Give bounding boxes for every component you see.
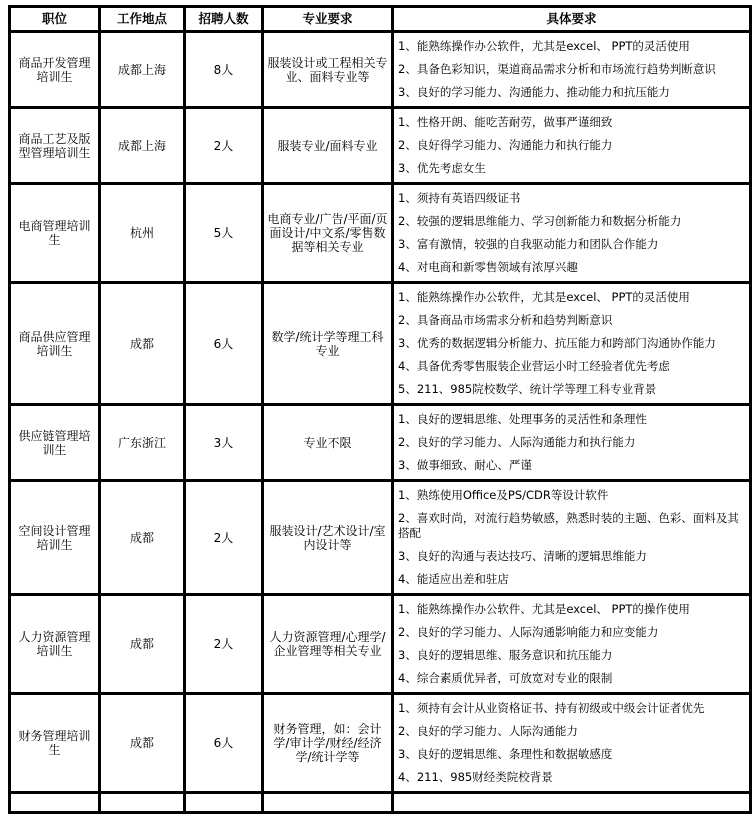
- position-cell: 财务管理培训生: [10, 694, 100, 793]
- major-cell: 财务管理，如：会计学/审计学/财经/经济学/统计学等: [263, 694, 393, 793]
- location-cell: 广东浙江: [100, 405, 185, 481]
- table-row: [10, 481, 751, 595]
- requirement-item: 4、具备优秀零售服装企业营运小时工经验者优先考虑: [398, 359, 670, 373]
- requirement-item: 5、211、985院校数学、统计学等理工科专业背景: [398, 382, 657, 396]
- position-cell: 供应链管理培训生: [10, 405, 100, 481]
- requirements-cell: [393, 595, 751, 694]
- requirement-item: 1、能熟练操作办公软件、尤其是excel、 PPT的操作使用: [398, 602, 690, 616]
- table-row: [10, 184, 751, 283]
- header-position: 职位: [10, 7, 100, 32]
- requirement-item: 4、对电商和新零售领域有浓厚兴趣: [398, 260, 578, 274]
- requirement-item: 3、做事细致、耐心、严谨: [398, 458, 532, 472]
- requirement-item: 1、须持有英语四级证书: [398, 191, 521, 205]
- count-cell: 6人: [185, 283, 263, 405]
- count-cell: 2人: [185, 108, 263, 184]
- header-count: 招聘人数: [185, 7, 263, 32]
- position-cell: 电商管理培训生: [10, 184, 100, 283]
- requirement-item: 3、良好的学习能力、沟通能力、推动能力和抗压能力: [398, 85, 670, 99]
- empty-cell: [185, 793, 263, 813]
- requirements-cell: [393, 283, 751, 405]
- table-row: [10, 595, 751, 694]
- location-cell: 杭州: [100, 184, 185, 283]
- location-cell: 成都上海: [100, 108, 185, 184]
- requirement-item: 3、良好的逻辑思维、条理性和数据敏感度: [398, 747, 613, 761]
- location-cell: 成都: [100, 283, 185, 405]
- major-cell: 服装设计或工程相关专业、面料专业等: [263, 32, 393, 108]
- requirement-item: 1、熟练使用Office及PS/CDR等设计软件: [398, 488, 609, 502]
- table-row: [10, 283, 751, 405]
- position-cell: 商品工艺及版型管理培训生: [10, 108, 100, 184]
- requirement-item: 2、良好的学习能力、人际沟通能力和执行能力: [398, 435, 636, 449]
- requirements-cell: [393, 481, 751, 595]
- count-cell: 6人: [185, 694, 263, 793]
- location-cell: 成都: [100, 481, 185, 595]
- table-row: [10, 108, 751, 184]
- requirement-item: 2、良好的学习能力、人际沟通影响能力和应变能力: [398, 625, 659, 639]
- requirement-item: 4、能适应出差和驻店: [398, 572, 509, 586]
- major-cell: 服装专业/面料专业: [263, 108, 393, 184]
- requirements-cell: [393, 32, 751, 108]
- empty-cell: [263, 793, 393, 813]
- requirement-item: 2、良好的学习能力、人际沟通能力: [398, 724, 578, 738]
- requirement-item: 2、具备商品市场需求分析和趋势判断意识: [398, 313, 613, 327]
- table-row: [10, 32, 751, 108]
- recruitment-table: [8, 5, 752, 814]
- table-row-partial: [10, 793, 751, 813]
- requirement-item: 1、能熟练操作办公软件，尤其是excel、 PPT的灵活使用: [398, 290, 690, 304]
- empty-cell: [10, 793, 100, 813]
- requirement-item: 4、211、985财经类院校背景: [398, 770, 553, 784]
- count-cell: 5人: [185, 184, 263, 283]
- empty-cell: [393, 793, 751, 813]
- major-cell: 电商专业/广告/平面/页面设计/中文系/零售数据等相关专业: [263, 184, 393, 283]
- major-cell: 人力资源管理/心理学/企业管理等相关专业: [263, 595, 393, 694]
- requirement-item: 3、富有激情，较强的自我驱动能力和团队合作能力: [398, 237, 659, 251]
- requirement-item: 4、综合素质优异者，可放宽对专业的限制: [398, 671, 613, 685]
- requirement-item: 1、性格开朗、能吃苦耐劳，做事严谨细致: [398, 115, 613, 129]
- major-cell: 服装设计/艺术设计/室内设计等: [263, 481, 393, 595]
- major-cell: 专业不限: [263, 405, 393, 481]
- requirements-cell: [393, 405, 751, 481]
- requirements-cell: [393, 694, 751, 793]
- requirement-item: 1、能熟练操作办公软件，尤其是excel、 PPT的灵活使用: [398, 39, 690, 53]
- requirement-item: 3、优秀的数据逻辑分析能力、抗压能力和跨部门沟通协作能力: [398, 336, 716, 350]
- header-major: 专业要求: [263, 7, 393, 32]
- location-cell: 成都上海: [100, 32, 185, 108]
- location-cell: 成都: [100, 694, 185, 793]
- table-row: [10, 694, 751, 793]
- requirement-item: 2、较强的逻辑思维能力、学习创新能力和数据分析能力: [398, 214, 682, 228]
- count-cell: 8人: [185, 32, 263, 108]
- header-requirements: 具体要求: [393, 7, 751, 32]
- count-cell: 2人: [185, 595, 263, 694]
- requirement-item: 2、良好得学习能力、沟通能力和执行能力: [398, 138, 613, 152]
- requirements-cell: [393, 184, 751, 283]
- position-cell: 人力资源管理培训生: [10, 595, 100, 694]
- position-cell: 商品开发管理培训生: [10, 32, 100, 108]
- requirement-item: 3、良好的沟通与表达技巧、清晰的逻辑思维能力: [398, 549, 647, 563]
- location-cell: 成都: [100, 595, 185, 694]
- empty-cell: [100, 793, 185, 813]
- requirement-item: 3、良好的逻辑思维、服务意识和抗压能力: [398, 648, 613, 662]
- requirement-item: 1、须持有会计从业资格证书、持有初级或中级会计证者优先: [398, 701, 705, 715]
- count-cell: 2人: [185, 481, 263, 595]
- requirement-item: 3、优先考虑女生: [398, 161, 486, 175]
- position-cell: 空间设计管理培训生: [10, 481, 100, 595]
- position-cell: 商品供应管理培训生: [10, 283, 100, 405]
- requirements-cell: [393, 108, 751, 184]
- requirement-item: 2、喜欢时尚，对流行趋势敏感，熟悉时装的主题、色彩、面料及其搭配: [398, 511, 739, 540]
- requirement-item: 1、良好的逻辑思维、处理事务的灵活性和条理性: [398, 412, 647, 426]
- major-cell: 数学/统计学等理工科专业: [263, 283, 393, 405]
- header-location: 工作地点: [100, 7, 185, 32]
- header-row: [10, 7, 751, 32]
- table-row: [10, 405, 751, 481]
- count-cell: 3人: [185, 405, 263, 481]
- requirement-item: 2、具备色彩知识，渠道商品需求分析和市场流行趋势判断意识: [398, 62, 716, 76]
